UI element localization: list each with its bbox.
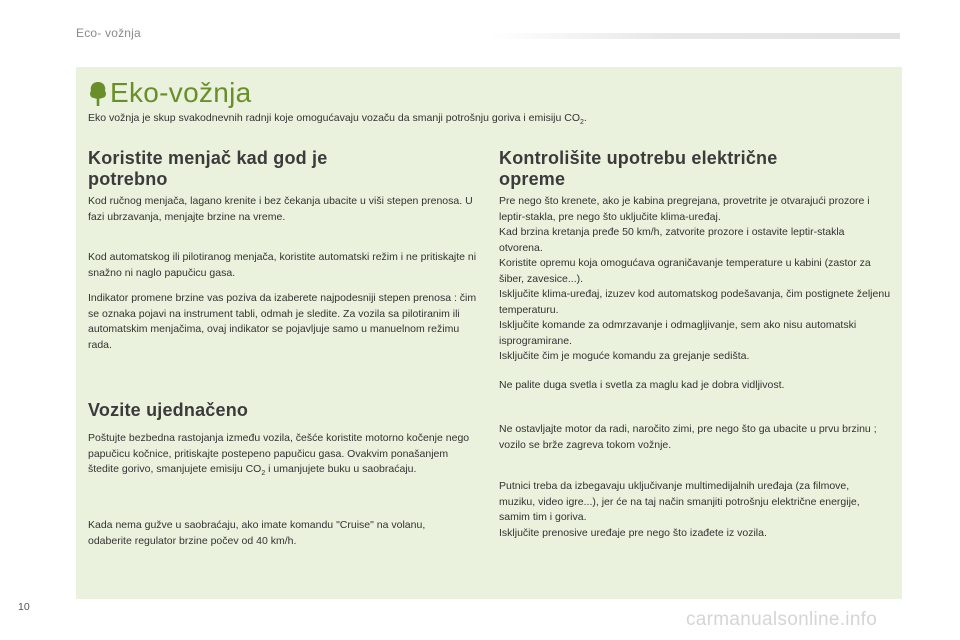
header-rule <box>490 33 900 39</box>
tree-icon <box>88 81 108 107</box>
content-panel <box>76 67 902 599</box>
paragraph-automatic-gearbox: Kod automatskog ili pilotiranog menjača, koristite automatski režim i ne pritiskajte ni snažno ni naglo papučicu gasa. <box>88 251 477 279</box>
page-number: 10 <box>18 601 30 613</box>
section-title-drive-smoothly: Vozite ujednačeno <box>88 400 249 420</box>
section-title-gearbox: Koristite menjač kad god je potrebno <box>88 148 328 189</box>
paragraph-engine-idle: Ne ostavljajte motor da radi, naročito zimi, pre nego što ga ubacite u prvu brzinu ; vozilo se brže zagreva tokom vožnje. <box>499 423 877 451</box>
paragraph-headlights: Ne palite duga svetla i svetla za maglu kad je dobra vidljivost. <box>499 379 785 391</box>
paragraph-safe-distances: Poštujte bezbedna rastojanja između vozila, češće koristite motorno kočenje nego papučicu kočnice, pritiskajte postepeno papučicu gasa. Ovakvim ponašanjem štedite gorivo, smanjujete emisiju $CO_2$ i umanjujete buku u saobraćaju. <box>88 432 470 478</box>
watermark: carmanualsonline.info <box>686 609 878 630</box>
page-title: Eko-vožnja <box>110 77 252 108</box>
paragraph-cabin-ventilation: Pre nego što krenete, ako je kabina pregrejana, provetrite je otvarajući prozore i leptir-stakla, pre nego što uključite klima-uređaj. Kad brzina kretanja pređe 50 km/h, zatvorite prozore i ostavite leptir-stakla otvorena. Koristite opremu koja omogućava ograničavanje temperature u kabini (zastor za šiber, zavesice...). Isključite klima-uređaj, izuzev kod automatskog podešavanja, čim postignete željenu temperaturu. Isključite komande za odmrzavanje i odmagljivanje, sem ako nisu automatski isprogramirane. Isključite čim je moguće komandu za grejanje sedišta. <box>499 195 891 362</box>
paragraph-multimedia: Putnici treba da izbegavaju uključivanje multimedijalnih uređaja (za filmove, muziku, video igre...), jer će na taj način smanjiti potrošnju električne energije, samim tim i goriva. Isključite prenosive uređaje pre nego što izađete iz vozila. <box>499 480 860 539</box>
intro-text: Eko vožnja je skup svakodnevnih radnji koje omogućavaju vozaču da smanji potrošnju goriva i emisiju $CO_2$. <box>88 112 587 127</box>
paragraph-manual-gearbox: Kod ručnog menjača, lagano krenite i bez čekanja ubacite u viši stepen prenosa. U fazi ubrzavanja, menjajte brzine na vreme. <box>88 195 473 223</box>
section-title-electrical: Kontrolišite upotrebu električne opreme <box>499 148 778 189</box>
header-title: Eco- vožnja <box>76 26 141 40</box>
paragraph-cruise-control: Kada nema gužve u saobraćaju, ako imate komandu "Cruise" na volanu, odaberite regulator brzine počev od 40 km/h. <box>88 519 426 547</box>
paragraph-gear-indicator: Indikator promene brzine vas poziva da izaberete najpodesniji stepen prenosa : čim se oznaka pojavi na instrument tabli, odmah je sledite. Za vozila sa pilotiranim ili automatskim menjačima, ovaj indikator se pojavljuje samo u manuelnom režimu rada. <box>88 292 477 351</box>
